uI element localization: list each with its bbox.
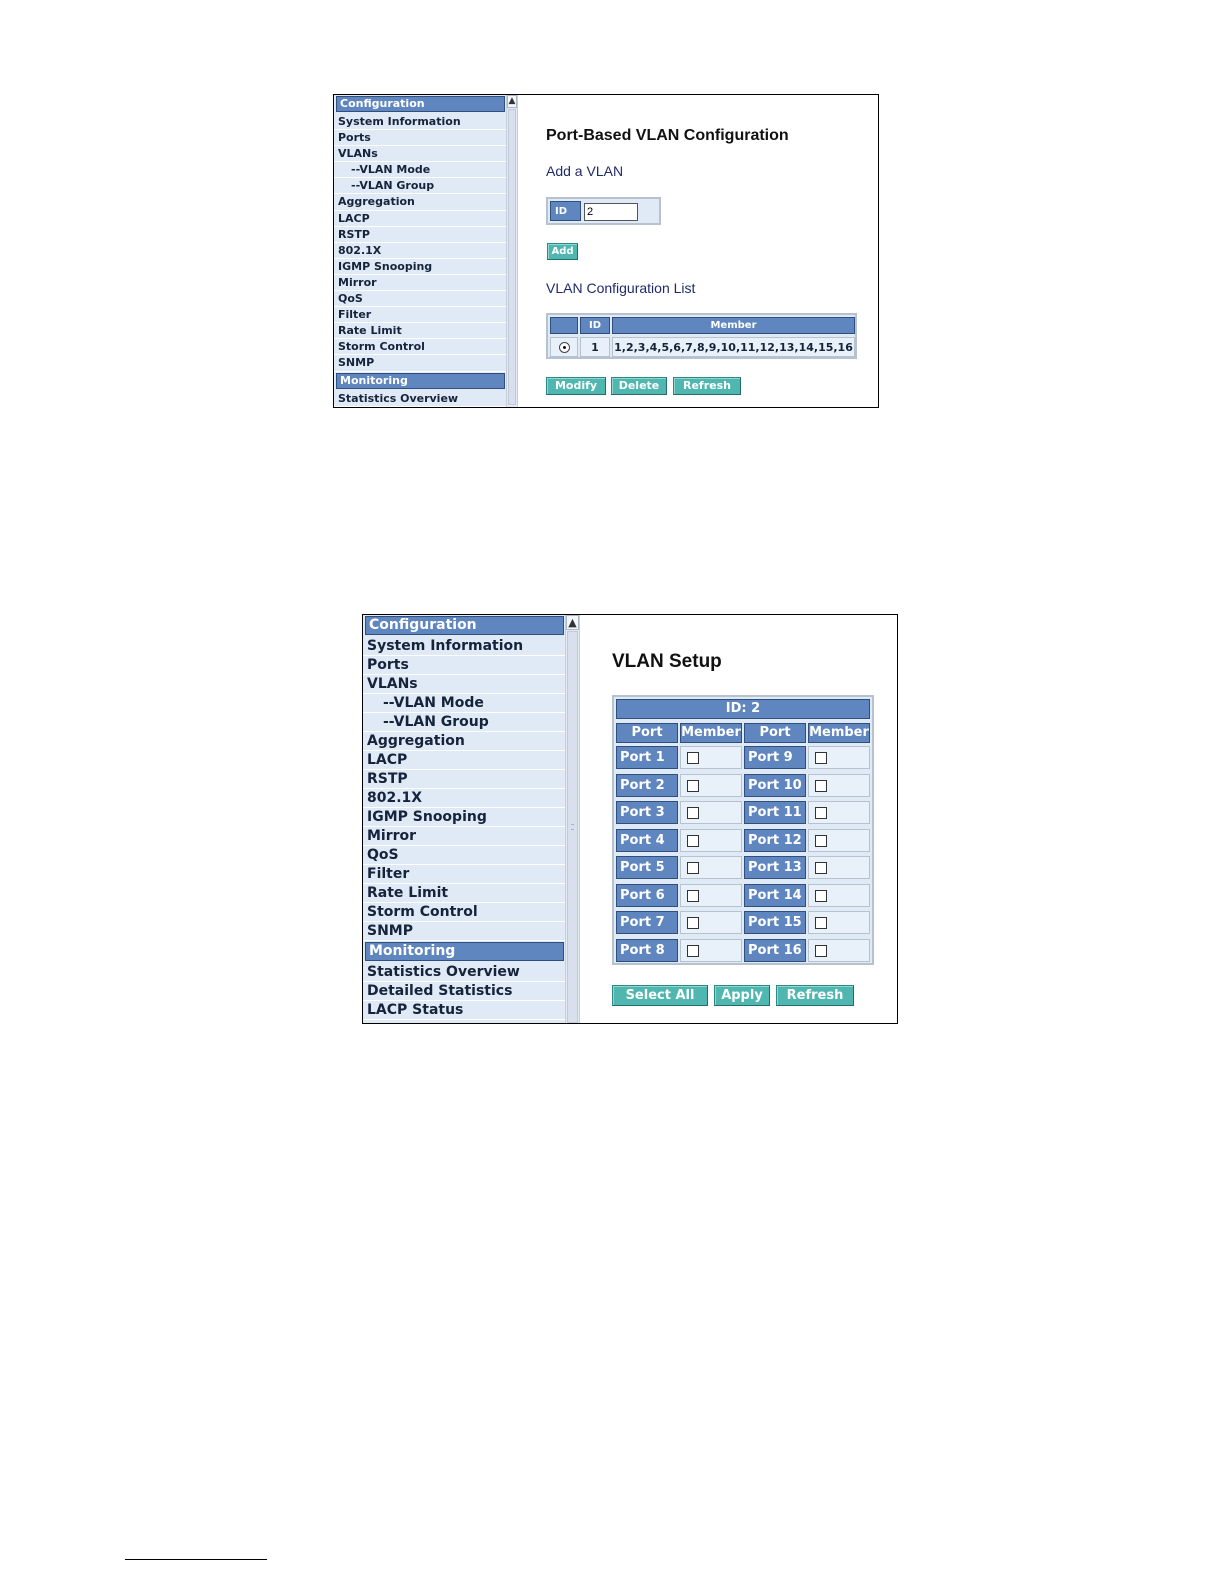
port-label: Port 16 <box>744 939 806 962</box>
port-label: Port 15 <box>744 911 806 934</box>
add-vlan-heading: Add a VLAN <box>546 163 624 179</box>
sidebar-section-configuration: Configuration <box>336 96 505 112</box>
member-cell <box>808 774 870 797</box>
sidebar-item-statistics-overview[interactable]: Statistics Overview <box>363 963 565 982</box>
sidebar-item-rate-limit[interactable]: Rate Limit <box>334 323 506 339</box>
sidebar-scrollbar[interactable] <box>506 95 518 407</box>
member-checkbox[interactable] <box>815 862 827 874</box>
sidebar-item-vlan-mode[interactable]: --VLAN Mode <box>363 694 565 713</box>
sidebar-item-system-information[interactable]: System Information <box>363 637 565 656</box>
vlan-row-members: 1,2,3,4,5,6,7,8,9,10,11,12,13,14,15,16 <box>612 337 855 357</box>
vlan-id-form <box>546 197 661 225</box>
member-checkbox[interactable] <box>815 835 827 847</box>
sidebar-item-vlan-group[interactable]: --VLAN Group <box>363 713 565 732</box>
member-checkbox[interactable] <box>687 890 699 902</box>
port-label: Port 13 <box>744 856 806 879</box>
member-checkbox[interactable] <box>687 862 699 874</box>
sidebar-item-rstp[interactable]: RSTP <box>363 770 565 789</box>
member-column-header: Member <box>612 317 855 334</box>
member-cell <box>680 801 742 824</box>
sidebar-item-qos[interactable]: QoS <box>363 846 565 865</box>
sidebar-item-vlans[interactable]: VLANs <box>363 675 565 694</box>
member-cell <box>808 801 870 824</box>
port-label: Port 11 <box>744 801 806 824</box>
member-cell <box>680 774 742 797</box>
port-label: Port 2 <box>616 774 678 797</box>
sidebar-item-ports[interactable]: Ports <box>334 130 506 146</box>
member-cell <box>680 746 742 769</box>
member-checkbox[interactable] <box>815 807 827 819</box>
member-cell <box>808 939 870 962</box>
member-checkbox[interactable] <box>687 807 699 819</box>
member-cell <box>680 884 742 907</box>
vlan-select-radio[interactable] <box>550 337 578 357</box>
vlan-id-header: ID: 2 <box>616 699 870 719</box>
chevron-up-icon[interactable]: ▲ <box>566 615 579 630</box>
port-label: Port 9 <box>744 746 806 769</box>
port-label: Port 10 <box>744 774 806 797</box>
refresh-button[interactable]: Refresh <box>776 985 854 1006</box>
member-checkbox[interactable] <box>815 752 827 764</box>
modify-button[interactable]: Modify <box>546 377 606 395</box>
member-cell <box>808 911 870 934</box>
sidebar-item-lacp-status[interactable]: LACP Status <box>363 1001 565 1020</box>
sidebar-item-storm-control[interactable]: Storm Control <box>363 903 565 922</box>
sidebar-item-igmp-snooping[interactable]: IGMP Snooping <box>334 259 506 275</box>
apply-button[interactable]: Apply <box>714 985 770 1006</box>
select-column-header <box>550 317 578 334</box>
sidebar-item-filter[interactable]: Filter <box>363 865 565 884</box>
sidebar-item-vlans[interactable]: VLANs <box>334 146 506 162</box>
select-all-button[interactable]: Select All <box>612 985 708 1006</box>
member-checkbox[interactable] <box>687 752 699 764</box>
footnote-separator <box>125 1559 267 1560</box>
sidebar-item-detailed-statistics[interactable]: Detailed Statistics <box>363 982 565 1001</box>
member-cell <box>680 939 742 962</box>
member-checkbox[interactable] <box>815 780 827 792</box>
sidebar-item-802-1x[interactable]: 802.1X <box>334 243 506 259</box>
scrollbar-thumb[interactable] <box>567 631 578 1023</box>
delete-button[interactable]: Delete <box>611 377 667 395</box>
member-checkbox[interactable] <box>687 835 699 847</box>
member-cell <box>680 856 742 879</box>
sidebar-item-statistics-overview[interactable]: Statistics Overview <box>334 391 506 407</box>
port-label: Port 12 <box>744 829 806 852</box>
sidebar-scrollbar[interactable] <box>565 615 580 1023</box>
port-label: Port 5 <box>616 856 678 879</box>
port-column-header: Port <box>616 723 678 743</box>
member-checkbox[interactable] <box>815 917 827 929</box>
scrollbar-thumb[interactable] <box>508 109 516 405</box>
member-checkbox[interactable] <box>687 945 699 957</box>
sidebar-item-system-information[interactable]: System Information <box>334 114 506 130</box>
sidebar-item-rstp[interactable]: RSTP <box>334 227 506 243</box>
add-button[interactable]: Add <box>547 243 578 260</box>
member-checkbox[interactable] <box>687 780 699 792</box>
id-column-header: ID <box>580 317 610 334</box>
vlan-list-heading: VLAN Configuration List <box>546 280 696 296</box>
member-checkbox[interactable] <box>687 917 699 929</box>
port-label: Port 1 <box>616 746 678 769</box>
vlan-setup-screenshot <box>362 614 898 1024</box>
sidebar-menu <box>334 95 506 407</box>
vlan-row-id: 1 <box>580 337 610 357</box>
sidebar-item-lacp[interactable]: LACP <box>334 211 506 227</box>
page-title: Port-Based VLAN Configuration <box>546 127 789 144</box>
sidebar-item-filter[interactable]: Filter <box>334 307 506 323</box>
port-label: Port 7 <box>616 911 678 934</box>
sidebar-item-igmp-snooping[interactable]: IGMP Snooping <box>363 808 565 827</box>
main-content <box>518 95 878 407</box>
sidebar-item-snmp[interactable]: SNMP <box>363 922 565 941</box>
sidebar-item-rate-limit[interactable]: Rate Limit <box>363 884 565 903</box>
refresh-button[interactable]: Refresh <box>673 377 741 395</box>
member-checkbox[interactable] <box>815 890 827 902</box>
sidebar-item-aggregation[interactable]: Aggregation <box>334 194 506 210</box>
vlan-id-label: ID <box>550 201 581 221</box>
sidebar-item-mirror[interactable]: Mirror <box>334 275 506 291</box>
sidebar-section-monitoring: Monitoring <box>336 373 505 389</box>
port-label: Port 8 <box>616 939 678 962</box>
port-label: Port 6 <box>616 884 678 907</box>
sidebar-menu <box>363 615 565 1023</box>
member-cell <box>680 829 742 852</box>
member-checkbox[interactable] <box>815 945 827 957</box>
member-cell <box>680 911 742 934</box>
sidebar-item-aggregation[interactable]: Aggregation <box>363 732 565 751</box>
vlan-id-input[interactable]: 2 <box>584 203 638 221</box>
port-based-vlan-screenshot <box>333 94 879 408</box>
vlan-configuration-table <box>546 313 857 359</box>
member-column-header: Member <box>680 723 742 743</box>
main-content <box>580 615 897 1023</box>
page-title: VLAN Setup <box>612 651 722 672</box>
sidebar-item-storm-control[interactable]: Storm Control <box>334 339 506 355</box>
port-label: Port 4 <box>616 829 678 852</box>
port-column-header: Port <box>744 723 806 743</box>
member-cell <box>808 829 870 852</box>
sidebar-item-802-1x[interactable]: 802.1X <box>363 789 565 808</box>
member-cell <box>808 884 870 907</box>
sidebar-item-snmp[interactable]: SNMP <box>334 355 506 371</box>
sidebar-item-mirror[interactable]: Mirror <box>363 827 565 846</box>
port-label: Port 3 <box>616 801 678 824</box>
sidebar-item-ports[interactable]: Ports <box>363 656 565 675</box>
vlan-port-member-table <box>612 695 874 965</box>
sidebar-item-vlan-mode[interactable]: --VLAN Mode <box>334 162 506 178</box>
sidebar-item-qos[interactable]: QoS <box>334 291 506 307</box>
sidebar-section-monitoring: Monitoring <box>365 942 564 961</box>
member-cell <box>808 856 870 879</box>
member-column-header: Member <box>808 723 870 743</box>
sidebar-section-configuration: Configuration <box>365 616 564 635</box>
port-label: Port 14 <box>744 884 806 907</box>
sidebar-item-lacp[interactable]: LACP <box>363 751 565 770</box>
radio-selected-icon[interactable] <box>559 342 570 353</box>
sidebar-item-vlan-group[interactable]: --VLAN Group <box>334 178 506 194</box>
chevron-up-icon[interactable]: ▲ <box>508 96 516 106</box>
member-cell <box>808 746 870 769</box>
